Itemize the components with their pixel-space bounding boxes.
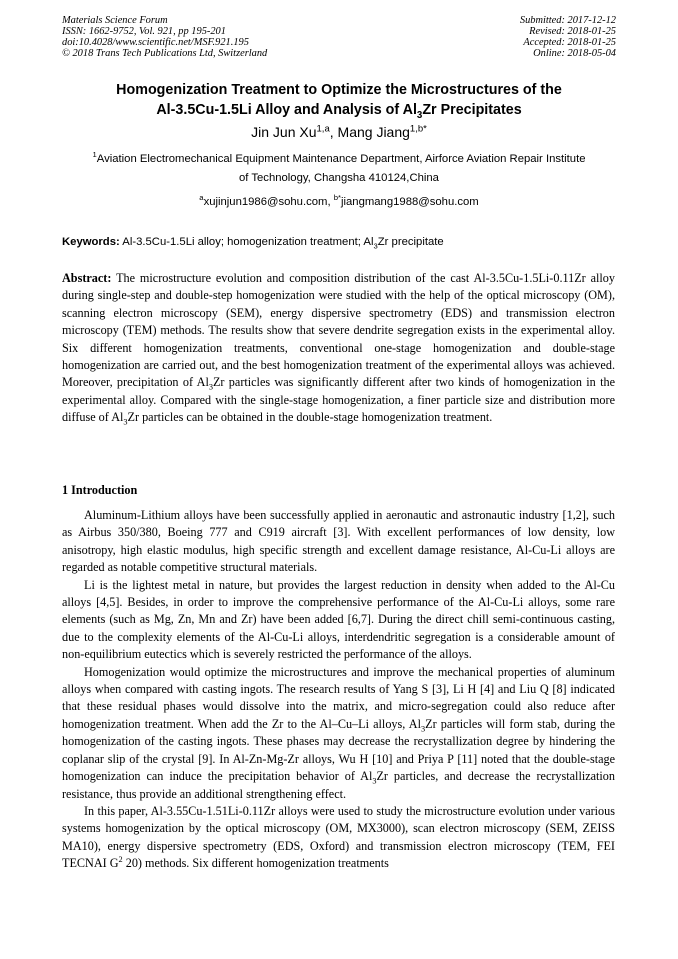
- author-list: [40, 123, 638, 141]
- author-2-affil: 1,b*: [409, 123, 427, 135]
- journal-issn: ISSN: 1662-9752, Vol. 921, pp 195-201: [62, 26, 226, 37]
- title-text: Al-3.5Cu-1.5Li Alloy and Analysis of Al: [156, 102, 417, 118]
- affiliation-line-1: [62, 150, 616, 169]
- abstract-text: Zr particles can be obtained in the double-stage homogenization treatment.: [127, 410, 493, 425]
- affiliation-line-2: of Technology, Changsha 410124,China: [239, 172, 439, 184]
- journal-doi[interactable]: doi:10.4028/www.scientific.net/MSF.921.195: [62, 37, 249, 48]
- journal-header: [62, 15, 267, 59]
- paragraph-text: Zr particles will form stab, during the homogenization of the casting ingots. These phases may decrease the recrystallization degree by hindering the coplanar slip of the crystal [9]. In Al-Zn-Mg-Zr alloys, Wu H [10] and Priya P [11] noted that the double-stage homogenization can induce the precipitation behavior of Al: [62, 716, 615, 784]
- paragraph-text: 20) methods. Six different homogenization treatments: [122, 856, 389, 871]
- affiliation-text: Aviation Electromechanical Equipment Maintenance Department, Airforce Aviation Repair Institute: [96, 153, 586, 165]
- author-emails: [40, 193, 638, 211]
- title-subscript: 3: [416, 109, 423, 121]
- dates-header: [520, 15, 616, 59]
- paragraph-subscript: 3: [372, 776, 377, 786]
- abstract-label: Abstract:: [62, 271, 112, 285]
- title-line-1: Homogenization Treatment to Optimize the Microstructures of the: [116, 82, 562, 98]
- paragraph-superscript: 2: [118, 855, 123, 865]
- date-accepted: Accepted: 2018-01-25: [523, 37, 616, 48]
- abstract-text: Zr particles was significantly different after two kinds of homogenization in the experimental alloy. Compared with the single-stage homogenization, a finer particle size and distribution more diffuse of Al: [62, 375, 615, 425]
- date-online: Online: 2018-05-04: [533, 48, 616, 59]
- date-revised: Revised: 2018-01-25: [529, 26, 616, 37]
- title-line-2: [40, 100, 638, 120]
- introduction-body: [62, 507, 615, 873]
- author-separator: ,: [329, 124, 338, 140]
- author-1: Jin Jun Xu: [251, 124, 317, 140]
- intro-paragraph-4: [62, 803, 615, 873]
- email-1[interactable]: xujinjun1986@sohu.com,: [203, 196, 334, 208]
- keywords-text: Zr precipitate: [377, 236, 444, 248]
- intro-paragraph-2: Li is the lightest metal in nature, but provides the largest reduction in density when added to the Al-Cu alloys [4,5]. Besides, in order to improve the comprehensive performance of the Al-Cu-Li alloys, some rare elements (such as Mg, Zn, Mn and Zr) have been added [6,7]. During the direct chill semi-continuous casting, due to the complexity elements of the Al-Cu-Li alloys, interdendritic segregation is a considerable amount of non-equilibrium eutectics which is severely restricted the performance of the alloys.: [62, 577, 615, 662]
- paragraph-text: Homogenization would optimize the microstructures and improve the mechanical properties of aluminum alloys when compared with casting ingots. The research results of Yang S [3], Li H [4] and Liu Q [8] indicated that these residual phases would dissolve into the matrix, and micro-segregation could also reduce after homogenization treatment. When add the Zr to the Al–Cu–Li alloys, Al: [62, 664, 615, 731]
- journal-name: Materials Science Forum: [62, 15, 168, 26]
- email-2[interactable]: jiangmang1988@sohu.com: [341, 196, 479, 208]
- title-text: Zr Precipitates: [422, 102, 522, 118]
- date-submitted: Submitted: 2017-12-12: [519, 15, 616, 26]
- affiliation-marker: 1: [92, 150, 97, 160]
- keywords-label: Keywords:: [62, 236, 120, 248]
- paper-title: [40, 80, 638, 120]
- paragraph-subscript: 3: [420, 724, 426, 734]
- intro-paragraph-1: Aluminum-Lithium alloys have been successfully applied in aeronautic and astronautic industry [1,2], such as Airbus 350/380, Boeing 777 and C919 aircraft [3]. With excellent performances of low density, low anisotropy, high elastic modulus, high specific strength and excellent damage resistance, Al-Cu-Li alloys are regarded as notable competitive structural materials.: [62, 508, 615, 575]
- author-1-affil: 1,a: [316, 123, 330, 135]
- keywords: [62, 233, 622, 251]
- keywords-subscript: 3: [373, 241, 378, 251]
- abstract: [62, 270, 615, 427]
- abstract-text: The microstructure evolution and composition distribution of the cast Al-3.5Cu-1.5Li-0.11Zr alloy during single-step and double-step homogenization were studied with the help of the optical microscopy (OM), scanning electron microscopy (SEM), energy dispersive spectrometry (EDS) and transmission electron microscopy (TEM) methods. The results show that severe dendrite segregation exists in the experimental alloy. Six different homogenization treatments, conventional one-stage homogenization and double-stage homogenization are carried out, and the best homogenization treatment of the experimental alloys was achieved. Moreover, precipitation of Al: [62, 271, 615, 390]
- paragraph-text: In this paper, Al-3.55Cu-1.51Li-0.11Zr alloys were used to study the microstructure evolution under various systems homogenization by the optical microscopy (OM, MX3000), scan electron microscopy (SEM, ZEISS MA10), energy dispersive spectrometry (EDS, Oxford) and transmission electron microscopy (TEM, FEI TECNAI G: [62, 803, 615, 871]
- author-2: Mang Jiang: [337, 124, 410, 140]
- affiliation: [62, 150, 616, 188]
- section-heading-introduction: 1 Introduction: [62, 483, 138, 497]
- abstract-subscript: 3: [123, 417, 128, 427]
- paragraph-text: Zr particles, and decrease the recrystallization resistance, thus provide an additional strengthening effect.: [62, 769, 615, 801]
- keywords-text: Al-3.5Cu-1.5Li alloy; homogenization treatment; Al: [119, 236, 374, 248]
- email-marker: b*: [333, 193, 341, 203]
- email-marker: a: [199, 193, 204, 203]
- intro-paragraph-3: [62, 664, 615, 803]
- journal-copyright: © 2018 Trans Tech Publications Ltd, Switzerland: [62, 48, 268, 59]
- abstract-subscript: 3: [208, 382, 213, 392]
